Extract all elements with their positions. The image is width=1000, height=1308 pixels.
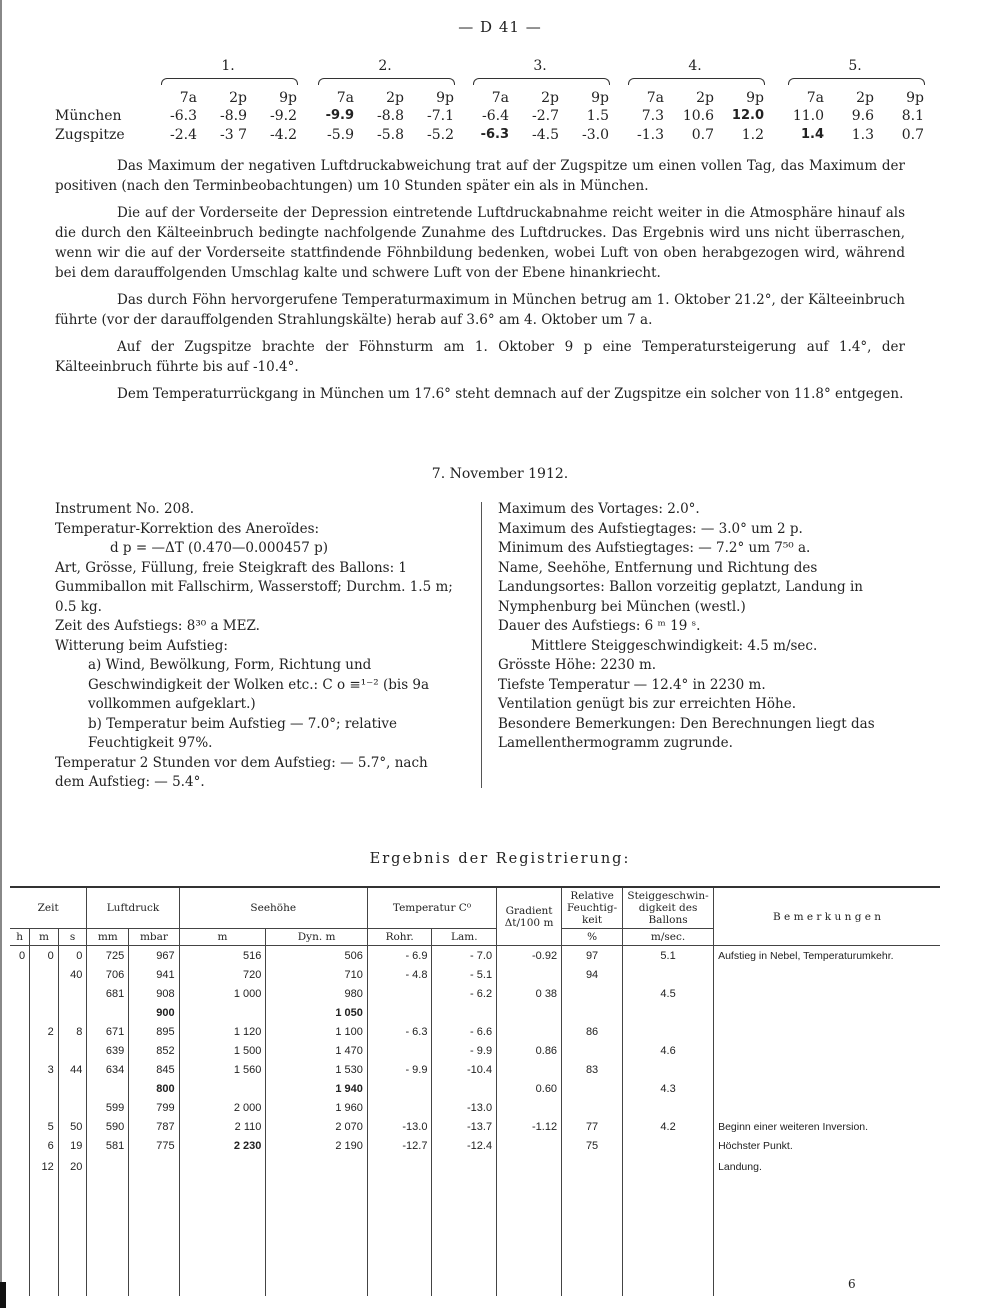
table-cell: 599 <box>87 1098 129 1117</box>
max-ascent-day: Maximum des Aufstiegtages: — 3.0° um 2 p. <box>498 520 803 537</box>
table-cell: 1 050 <box>266 1003 368 1022</box>
table-cell <box>179 1003 266 1022</box>
table-cell: 77 <box>562 1117 623 1136</box>
table-row <box>10 1136 940 1155</box>
table-cell: 3 <box>30 1060 59 1079</box>
correction-label: Temperatur-Korrektion des Aneroïdes: <box>55 520 320 537</box>
table-cell <box>87 1155 129 1296</box>
table-cell <box>367 1098 432 1117</box>
value-cell: -8.9 <box>220 108 247 124</box>
paragraph-4: Auf der Zugspitze brachte der Föhnsturm am 1. Oktober 9 p eine Temperatursteigerung auf 1.4°, der Kälteeinbruch führte bis auf -10.4°. <box>55 339 905 375</box>
table-cell <box>497 1136 562 1155</box>
value-cell: -1.3 <box>637 127 664 143</box>
ventilation: Ventilation genügt bis zur erreichten Höhe. <box>498 696 797 712</box>
col-steig-unit: m/sec. <box>623 929 714 946</box>
table-row <box>10 1155 940 1296</box>
subheader: 2p <box>541 90 559 106</box>
table-cell: 706 <box>87 965 129 984</box>
column-divider <box>481 502 482 788</box>
table-cell <box>129 1155 179 1296</box>
table-cell: - 7.0 <box>432 946 497 966</box>
table-cell <box>623 1003 714 1022</box>
group-label-5: 5. <box>848 58 862 74</box>
col-dyn: Dyn. m <box>266 929 368 946</box>
table-cell <box>714 1041 940 1060</box>
table-cell <box>58 1041 87 1060</box>
table-cell: 725 <box>87 946 129 966</box>
paragraph-3: Das durch Föhn hervorgerufene Temperaturmaximum in München betrug am 1. Oktober 21.2°, der Kälteeinbruch führte (vor der darauffolgenden Strahlungskälte) herab auf 3.6° am 4. Oktober um 7 a. <box>55 292 905 328</box>
table-cell: 787 <box>129 1117 179 1136</box>
table-cell <box>367 984 432 1003</box>
table-cell: 1 500 <box>179 1041 266 1060</box>
table-cell: 967 <box>129 946 179 966</box>
scan-mark-bottom <box>0 1282 6 1308</box>
value-cell: 12.0 <box>731 108 764 123</box>
table-cell: - 5.1 <box>432 965 497 984</box>
row-label: Zugspitze <box>55 127 125 143</box>
table-cell: -13.0 <box>432 1098 497 1117</box>
value-cell: -5.9 <box>327 127 354 143</box>
subheader: 7a <box>336 90 354 106</box>
table-cell <box>497 1060 562 1079</box>
table-cell: 19 <box>58 1136 87 1155</box>
table-row <box>10 946 940 966</box>
table-cell: 97 <box>562 946 623 966</box>
table-cell: 908 <box>129 984 179 1003</box>
group-label-2: 2. <box>378 58 392 74</box>
table-cell: 581 <box>87 1136 129 1155</box>
table-cell: 40 <box>58 965 87 984</box>
value-cell: -2.7 <box>532 108 559 124</box>
value-cell: -5.8 <box>377 127 404 143</box>
table-cell <box>10 1060 30 1079</box>
table-cell <box>10 1117 30 1136</box>
table-row <box>10 1003 940 1022</box>
table-cell <box>30 1079 59 1098</box>
max-height: Grösste Höhe: 2230 m. <box>498 657 657 673</box>
table-cell: 4.2 <box>623 1117 714 1136</box>
col-h: h <box>10 929 30 946</box>
table-cell: 800 <box>129 1079 179 1098</box>
table-cell: -12.7 <box>367 1136 432 1155</box>
group-label-3: 3. <box>533 58 547 74</box>
subheader: 2p <box>386 90 404 106</box>
table-cell: 20 <box>58 1155 87 1296</box>
table-cell: 1 470 <box>266 1041 368 1060</box>
table-cell <box>10 1079 30 1098</box>
col-feuchte: Relative Feuchtig-keit <box>562 887 623 929</box>
table-cell: 1 940 <box>266 1079 368 1098</box>
col-rohr: Rohr. <box>367 929 432 946</box>
table-cell <box>367 1003 432 1022</box>
table-cell: - 6.6 <box>432 1022 497 1041</box>
table-cell: 5.1 <box>623 946 714 966</box>
results-title: Ergebnis der Registrierung: <box>369 851 631 867</box>
results-table <box>10 886 940 1296</box>
table-row <box>10 984 940 1003</box>
table-cell <box>58 984 87 1003</box>
table-cell: - 4.8 <box>367 965 432 984</box>
table-cell: 0 <box>19 949 26 962</box>
table-cell <box>266 1155 368 1296</box>
table-cell <box>497 1003 562 1022</box>
col-seehoehe: Seehöhe <box>179 887 367 929</box>
value-cell: -8.8 <box>377 108 404 124</box>
table-cell: 980 <box>266 984 368 1003</box>
table-cell <box>30 1098 59 1117</box>
value-cell: -9.2 <box>270 108 297 124</box>
table-cell <box>10 984 30 1003</box>
mean-speed: Mittlere Steiggeschwindigkeit: 4.5 m/sec. <box>531 637 818 654</box>
min-ascent-day: Minimum des Aufstiegtages: — 7.2° um 7⁵⁰ a. <box>498 540 811 556</box>
balloon-info: Art, Grösse, Füllung, freie Steigkraft des Ballons: 1 Gummiballon mit Fallschirm, Wasserstoff; Durchm. 1.5 m; 0.5 kg. <box>55 559 453 615</box>
table-cell <box>10 1022 30 1041</box>
table-cell <box>497 1098 562 1117</box>
table-cell <box>432 1155 497 1296</box>
table-row <box>10 1079 940 1098</box>
table-cell: 0 38 <box>497 984 562 1003</box>
table-cell <box>714 965 940 984</box>
table-cell: 2 230 <box>179 1136 266 1155</box>
value-cell: -5.2 <box>427 127 454 143</box>
table-cell: 83 <box>562 1060 623 1079</box>
table-cell: 590 <box>87 1117 129 1136</box>
paragraph-1: Das Maximum der negativen Luftdruckabweichung trat auf der Zugspitze um einen vollen Tag, das Maximum der positiven (nach den Terminbeobachtungen) um 10 Stunden später ein als in München. <box>55 158 905 194</box>
table-cell <box>432 1003 497 1022</box>
value-cell: 9.6 <box>851 108 874 124</box>
table-cell: - 9.9 <box>367 1060 432 1079</box>
ascent-metadata-right <box>498 500 908 754</box>
subheader: 7a <box>179 90 197 106</box>
table-cell <box>714 1022 940 1041</box>
table-cell: 1 560 <box>179 1060 266 1079</box>
table-cell <box>30 1041 59 1060</box>
group-brace <box>161 78 298 85</box>
table-cell <box>714 1079 940 1098</box>
table-cell: 0 <box>58 946 87 966</box>
subheader: 9p <box>436 90 454 106</box>
table-cell: 516 <box>179 946 266 966</box>
col-temperatur: Temperatur C⁰ <box>367 887 496 929</box>
ascent-time: Zeit des Aufstiegs: 8³⁰ a MEZ. <box>55 618 260 634</box>
table-cell: 775 <box>129 1136 179 1155</box>
value-cell: 1.2 <box>741 127 764 143</box>
table-cell <box>367 1041 432 1060</box>
table-cell <box>623 1022 714 1041</box>
row-label: München <box>55 108 122 124</box>
ascent-metadata-left <box>55 500 460 793</box>
table-cell: -10.4 <box>432 1060 497 1079</box>
value-cell: 11.0 <box>792 108 824 124</box>
table-cell: 8 <box>58 1022 87 1041</box>
subheader: 7a <box>806 90 824 106</box>
table-cell: -0.92 <box>497 946 562 966</box>
table-cell <box>562 1155 623 1296</box>
value-cell: 8.1 <box>901 108 924 124</box>
table-cell: 852 <box>129 1041 179 1060</box>
table-cell <box>497 965 562 984</box>
table-cell <box>714 984 940 1003</box>
table-cell <box>714 1003 940 1022</box>
table-cell <box>497 1022 562 1041</box>
paragraph-2: Die auf der Vorderseite der Depression eintretende Luftdruckabnahme reicht weiter in die Atmosphäre hinauf als die durch den Kälteeinbruch bedingte nachfolgende Zunahme des Luftdruckes. Das Ergebnis wird uns nicht überraschen, wenn wir die auf der Vorderseite stattfindende Föhnbildung bedenken, wobei Luft von oben herabgezogen wird, während bei dem darauffolgenden Umschlag kalte und schwere Luft von der Ebene hinankriecht. <box>55 205 905 281</box>
table-cell <box>58 1003 87 1022</box>
table-cell: Beginn einer weiteren Inversion. <box>714 1117 940 1136</box>
group-label-4: 4. <box>688 58 702 74</box>
table-cell: 681 <box>87 984 129 1003</box>
date-title: 7. November 1912. <box>431 466 569 482</box>
subheader: 2p <box>696 90 714 106</box>
value-cell: 0.7 <box>901 127 924 143</box>
value-cell: -6.4 <box>482 108 509 124</box>
table-cell: 710 <box>266 965 368 984</box>
table-cell <box>30 984 59 1003</box>
table-row <box>10 1117 940 1136</box>
value-cell: -6.3 <box>480 127 509 142</box>
table-cell: 2 <box>30 1022 59 1041</box>
min-temperature: Tiefste Temperatur — 12.4° in 2230 m. <box>498 676 766 693</box>
table-cell: 900 <box>129 1003 179 1022</box>
temperature-2h: Temperatur 2 Stunden vor dem Aufstieg: — 5.7°, nach dem Aufstieg: — 5.4°. <box>55 754 428 790</box>
table-cell <box>87 1003 129 1022</box>
table-cell: -13.7 <box>432 1117 497 1136</box>
value-cell: 10.6 <box>682 108 714 124</box>
col-lam: Lam. <box>432 929 497 946</box>
col-s: s <box>58 929 87 946</box>
table-cell <box>10 1136 30 1155</box>
col-gradient: Gradient <box>505 904 553 917</box>
table-cell <box>10 1098 30 1117</box>
table-cell <box>623 1136 714 1155</box>
table-cell <box>623 1060 714 1079</box>
table-cell: Landung. <box>714 1155 940 1296</box>
value-cell: 1.3 <box>851 127 874 143</box>
paragraph-5: Dem Temperaturrückgang in München um 17.6° steht demnach auf der Zugspitze ein solcher von 11.8° entgegen. <box>117 386 904 402</box>
subheader: 7a <box>491 90 509 106</box>
value-cell: -3 7 <box>220 127 247 143</box>
table-cell: 2 070 <box>266 1117 368 1136</box>
col-bemerkungen: B e m e r k u n g e n <box>714 887 940 946</box>
table-cell <box>10 965 30 984</box>
table-cell <box>179 1155 266 1296</box>
col-zeit: Zeit <box>10 887 87 929</box>
table-cell <box>30 965 59 984</box>
subheader: 2p <box>856 90 874 106</box>
table-cell: 6 <box>30 1136 59 1155</box>
group-brace <box>628 78 765 85</box>
special-remarks: Besondere Bemerkungen: Den Berechnungen liegt das Lamellenthermogramm zugrunde. <box>498 715 875 751</box>
table-cell <box>562 984 623 1003</box>
table-cell: -12.4 <box>432 1136 497 1155</box>
table-cell <box>10 1155 30 1296</box>
scan-edge-left <box>0 0 2 1308</box>
table-cell: -13.0 <box>367 1117 432 1136</box>
table-cell <box>714 1060 940 1079</box>
table-cell: 2 190 <box>266 1136 368 1155</box>
table-cell: 895 <box>129 1022 179 1041</box>
table-row <box>10 1041 940 1060</box>
table-row <box>10 1022 940 1041</box>
table-cell: 1 960 <box>266 1098 368 1117</box>
col-mbar: mbar <box>129 929 179 946</box>
table-cell: 4.5 <box>623 984 714 1003</box>
value-cell: -4.2 <box>270 127 297 143</box>
group-label-1: 1. <box>221 58 235 74</box>
table-cell <box>623 1098 714 1117</box>
value-cell: 1.5 <box>586 108 609 124</box>
table-cell: 4.6 <box>623 1041 714 1060</box>
table-cell: Aufstieg in Nebel, Temperaturumkehr. <box>714 946 940 966</box>
col-steig: Steiggeschwin-digkeit des Ballons <box>623 887 714 929</box>
max-previous-day: Maximum des Vortages: 2.0°. <box>498 501 700 517</box>
table-cell <box>562 1098 623 1117</box>
table-cell: 50 <box>58 1117 87 1136</box>
table-cell: Höchster Punkt. <box>714 1136 940 1155</box>
table-cell: 4.3 <box>623 1079 714 1098</box>
table-cell: 5 <box>30 1117 59 1136</box>
table-cell: 0.60 <box>497 1079 562 1098</box>
table-cell <box>562 1079 623 1098</box>
table-cell <box>623 1155 714 1296</box>
value-cell: 0.7 <box>691 127 714 143</box>
table-cell: 94 <box>562 965 623 984</box>
table-cell: -1.12 <box>497 1117 562 1136</box>
table-cell: 2 000 <box>179 1098 266 1117</box>
value-cell: 7.3 <box>641 108 664 124</box>
table-cell: - 9.9 <box>432 1041 497 1060</box>
table-cell <box>10 1003 30 1022</box>
correction-formula: d p = —ΔT (0.470—0.000457 p) <box>110 540 329 556</box>
table-cell: 12 <box>30 1155 59 1296</box>
table-cell <box>367 1155 432 1296</box>
table-cell <box>367 1079 432 1098</box>
table-cell <box>623 965 714 984</box>
table-cell: 639 <box>87 1041 129 1060</box>
table-cell <box>30 1003 59 1022</box>
table-row <box>10 1098 940 1117</box>
value-cell: -7.1 <box>427 108 454 124</box>
table-cell: 634 <box>87 1060 129 1079</box>
table-cell: 44 <box>58 1060 87 1079</box>
value-cell: 1.4 <box>800 127 824 142</box>
discussion-text <box>55 156 905 411</box>
table-cell <box>497 1155 562 1296</box>
table-cell: 86 <box>562 1022 623 1041</box>
instrument: Instrument No. 208. <box>55 501 195 517</box>
table-cell: 671 <box>87 1022 129 1041</box>
table-cell <box>562 1041 623 1060</box>
table-cell: 799 <box>129 1098 179 1117</box>
duration: Dauer des Aufstiegs: 6 ᵐ 19 ˢ. <box>498 618 701 634</box>
subheader: 9p <box>746 90 764 106</box>
table-cell <box>58 1079 87 1098</box>
table-row <box>10 1060 940 1079</box>
comparison-table <box>55 58 924 148</box>
col-m-unit: m <box>179 929 266 946</box>
table-cell <box>87 1079 129 1098</box>
col-feuchte-unit: % <box>562 929 623 946</box>
table-cell <box>432 1079 497 1098</box>
table-cell: 845 <box>129 1060 179 1079</box>
footer-mark: 6 <box>848 1277 856 1291</box>
table-cell <box>562 1003 623 1022</box>
table-cell: 720 <box>179 965 266 984</box>
table-cell <box>10 1041 30 1060</box>
weather-b: b) Temperatur beim Aufstieg — 7.0°; relative Feuchtigkeit 97%. <box>88 715 398 751</box>
table-cell: 506 <box>266 946 368 966</box>
table-cell: - 6.9 <box>367 946 432 966</box>
value-cell: -3.0 <box>582 127 609 143</box>
col-luftdruck: Luftdruck <box>87 887 179 929</box>
table-cell <box>58 1098 87 1117</box>
col-gradient-unit: Δt/100 m <box>504 916 554 929</box>
landing-info: Name, Seehöhe, Entfernung und Richtung des Landungsortes: Ballon vorzeitig geplatzt, Landung in Nymphenburg bei München (westl.) <box>498 559 863 615</box>
table-cell: 1 120 <box>179 1022 266 1041</box>
table-row <box>10 965 940 984</box>
page-header: — D 41 — <box>458 18 542 36</box>
subheader: 9p <box>906 90 924 106</box>
table-cell: - 6.2 <box>432 984 497 1003</box>
table-cell: 75 <box>562 1136 623 1155</box>
value-cell: -2.4 <box>170 127 197 143</box>
value-cell: -9.9 <box>325 108 354 123</box>
table-cell: 0.86 <box>497 1041 562 1060</box>
table-cell: 1 530 <box>266 1060 368 1079</box>
weather-label: Witterung beim Aufstieg: <box>55 637 228 654</box>
table-cell: - 6.3 <box>367 1022 432 1041</box>
value-cell: -6.3 <box>170 108 197 124</box>
subheader: 9p <box>279 90 297 106</box>
col-mm: mm <box>87 929 129 946</box>
subheader: 7a <box>646 90 664 106</box>
group-brace <box>788 78 925 85</box>
table-cell: 2 110 <box>179 1117 266 1136</box>
group-brace <box>318 78 455 85</box>
group-brace <box>473 78 610 85</box>
table-cell <box>714 1098 940 1117</box>
col-m: m <box>30 929 59 946</box>
table-cell: 0 <box>30 946 59 966</box>
table-cell: 1 000 <box>179 984 266 1003</box>
value-cell: -4.5 <box>532 127 559 143</box>
subheader: 2p <box>229 90 247 106</box>
table-cell: 1 100 <box>266 1022 368 1041</box>
table-cell <box>179 1079 266 1098</box>
weather-a: a) Wind, Bewölkung, Form, Richtung und Geschwindigkeit der Wolken etc.: C o ≡¹⁻² (bis 9a vollkommen aufgeklart.) <box>88 657 430 712</box>
subheader: 9p <box>591 90 609 106</box>
table-cell: 941 <box>129 965 179 984</box>
